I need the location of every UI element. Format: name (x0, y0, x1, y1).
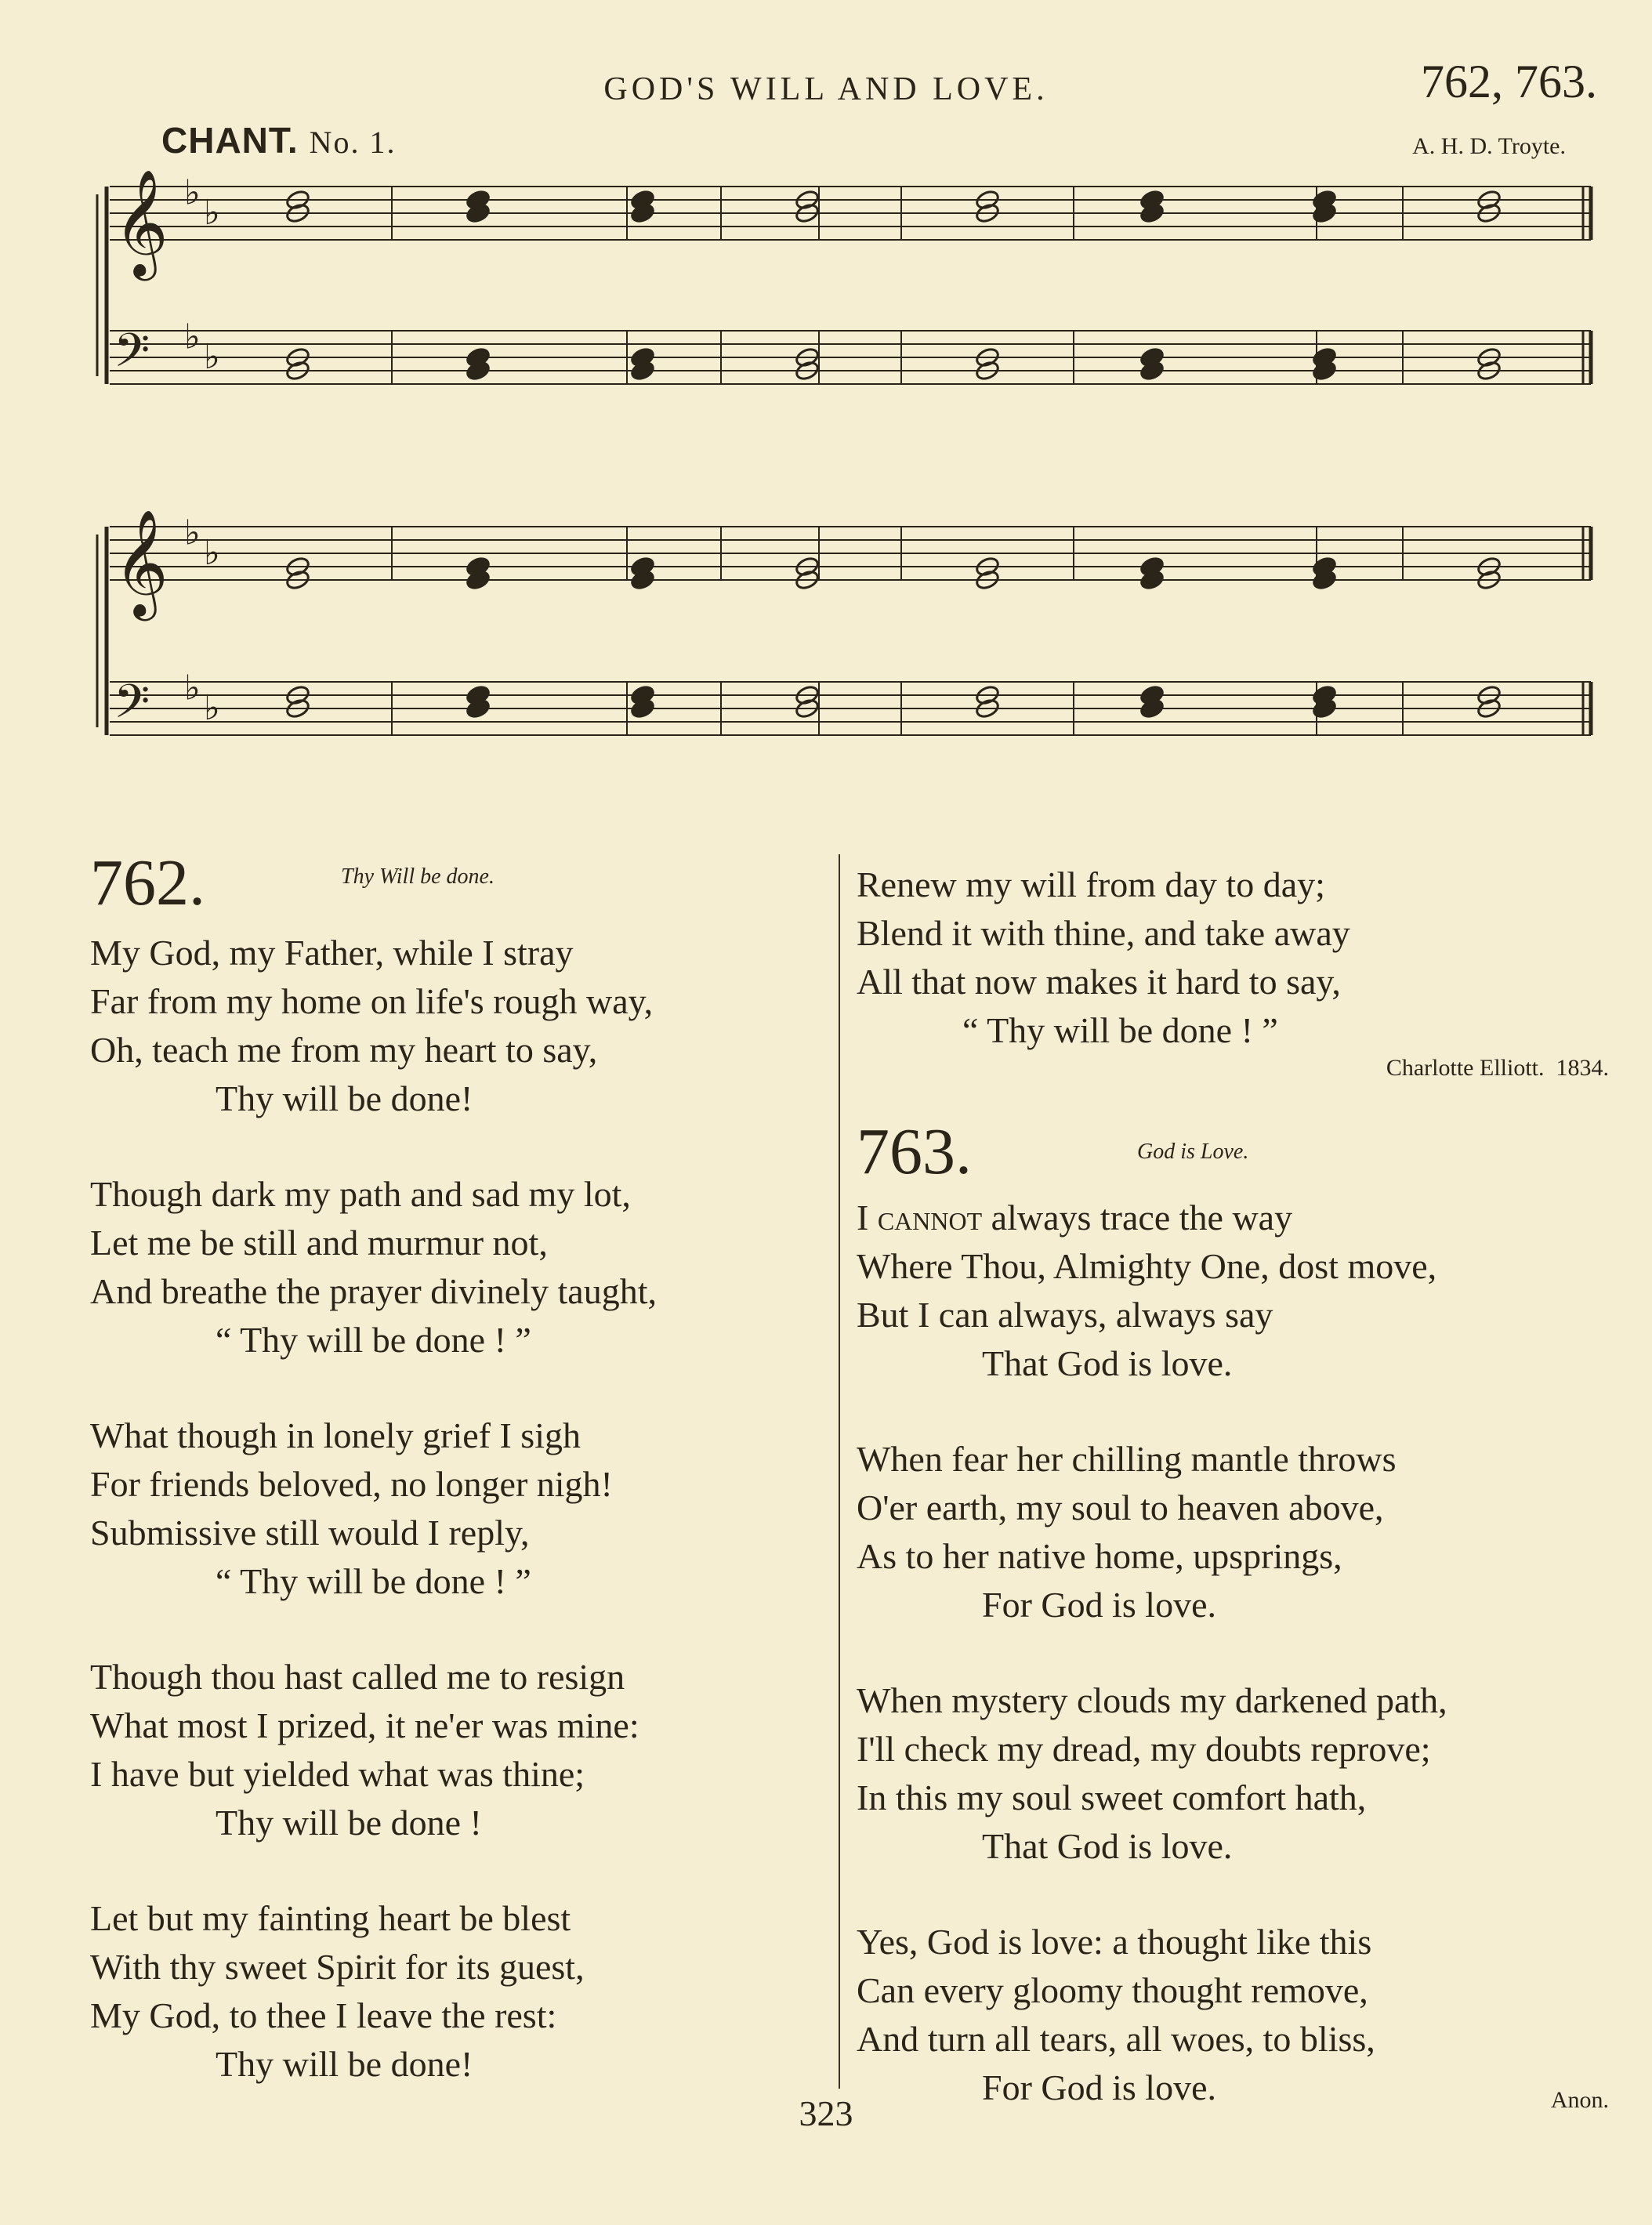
verse (90, 1894, 819, 2089)
verse-line: Let me be still and murmur not, (90, 1223, 548, 1263)
verse-line: Oh, teach me from my heart to say, (90, 1030, 598, 1070)
verse-line: What most I prized, it ne'er was mine: (90, 1705, 639, 1745)
chant-number: No. 1. (309, 125, 397, 160)
verse (857, 1194, 1609, 1388)
verse (90, 1653, 819, 1847)
treble-clef-icon: 𝄞 (114, 168, 168, 276)
footer-page-number: 323 (799, 2093, 853, 2133)
verse-line-rest: always trace the way (982, 1198, 1293, 1238)
treble-clef-icon: 𝄞 (114, 508, 168, 616)
verse-line: But I can always, always say (857, 1295, 1273, 1335)
verse-line: Though dark my path and sad my lot, (90, 1174, 631, 1214)
flat-icon: ♭ (184, 513, 201, 553)
hymn-page-numbers: 762, 763. (1421, 56, 1597, 107)
hymn-763-verses (857, 1194, 1609, 2112)
verse-line: What though in lonely grief I sigh (90, 1415, 581, 1455)
verse-line: For God is love. (982, 1585, 1216, 1625)
chant-title: CHANT. (161, 120, 299, 161)
flat-icon: ♭ (204, 193, 220, 233)
verse-line: Though thou hast called me to resign (90, 1657, 625, 1697)
hymn-763-number: 763. (857, 1115, 972, 1188)
verse (857, 861, 1609, 1055)
verse-line: In this my soul sweet comfort hath, (857, 1777, 1367, 1817)
verse (90, 929, 819, 1123)
hymn-762-subtitle: Thy Will be done. (341, 864, 495, 889)
bass-clef-icon: 𝄢 (114, 674, 150, 740)
flat-icon: ♭ (184, 668, 201, 708)
bass-clef-icon: 𝄢 (114, 323, 150, 389)
verse-line: My God, my Father, while I stray (90, 933, 574, 973)
flat-icon: ♭ (204, 337, 220, 377)
verse-line: With thy sweet Spirit for its guest, (90, 1947, 585, 1987)
column-divider (839, 854, 840, 2089)
verse-line: “ Thy will be done ! ” (216, 1320, 531, 1360)
verse-line: Where Thou, Almighty One, dost move, (857, 1246, 1437, 1286)
verse-line: For God is love. (982, 2067, 1216, 2107)
verse-line: O'er earth, my soul to heaven above, (857, 1488, 1384, 1527)
hymn-762 (90, 846, 819, 2089)
verse-line: All that now makes it hard to say, (857, 962, 1341, 1002)
verse-line: Can every gloomy thought remove, (857, 1970, 1368, 2010)
running-title: GOD'S WILL AND LOVE. (603, 71, 1049, 107)
attribution-name: Charlotte Elliott. (1386, 1055, 1545, 1081)
verse-line: That God is love. (982, 1343, 1233, 1383)
verse-line (857, 1194, 1609, 1242)
verse (857, 1435, 1609, 1629)
verse (90, 1411, 819, 1606)
verse-line: Thy will be done! (216, 1078, 473, 1118)
flat-icon: ♭ (184, 172, 201, 213)
music-score (0, 0, 1652, 784)
hymn-762-continued (857, 861, 1609, 1081)
verse-line: “ Thy will be done ! ” (962, 1010, 1278, 1050)
hymn-762-number: 762. (90, 846, 205, 919)
verse-line: Thy will be done ! (216, 1803, 482, 1843)
verse-line: Blend it with thine, and take away (857, 913, 1350, 953)
verse (90, 1170, 819, 1364)
hymn-762-attribution (1386, 1055, 1609, 1082)
verse (857, 1676, 1609, 1871)
score-staves (97, 168, 1591, 740)
verse-line: When fear her chilling mantle throws (857, 1439, 1397, 1479)
hymn-762-verses (90, 929, 819, 2089)
verse-line: I have but yielded what was thine; (90, 1754, 585, 1794)
verse-line: My God, to thee I leave the rest: (90, 1995, 557, 2035)
verse-line: Let but my fainting heart be blest (90, 1898, 571, 1938)
verse-line: For friends beloved, no longer nigh! (90, 1464, 613, 1504)
verse-line: Submissive still would I reply, (90, 1513, 530, 1553)
verse-line: “ Thy will be done ! ” (216, 1561, 531, 1601)
verse-line: And breathe the prayer divinely taught, (90, 1271, 657, 1311)
verse-line: Yes, God is love: a thought like this (857, 1922, 1372, 1962)
verse-line: And turn all tears, all woes, to bliss, (857, 2019, 1375, 2059)
attribution-year: 1834. (1556, 1055, 1609, 1081)
flat-icon: ♭ (204, 688, 220, 728)
verse-line: As to her native home, upsprings, (857, 1536, 1342, 1576)
verse-line: That God is love. (982, 1826, 1233, 1866)
verse-first-word: I cannot (857, 1198, 983, 1238)
flat-icon: ♭ (184, 317, 201, 357)
verse-line: When mystery clouds my darkened path, (857, 1680, 1447, 1720)
composer: A. H. D. Troyte. (1412, 133, 1566, 159)
verse-line: Thy will be done! (216, 2044, 473, 2084)
verse-line: I'll check my dread, my doubts reprove; (857, 1729, 1431, 1769)
hymn-762-heading (90, 846, 819, 929)
verse-line: Renew my will from day to day; (857, 864, 1325, 904)
hymn-763-subtitle: God is Love. (1137, 1140, 1249, 1164)
hymn-763 (857, 1115, 1609, 2113)
hymn-763-attribution: Anon. (1550, 2087, 1609, 2113)
verse-line: Far from my home on life's rough way, (90, 981, 654, 1021)
hymn-763-heading (857, 1115, 1609, 1194)
flat-icon: ♭ (204, 533, 220, 573)
verse (857, 1918, 1609, 2112)
